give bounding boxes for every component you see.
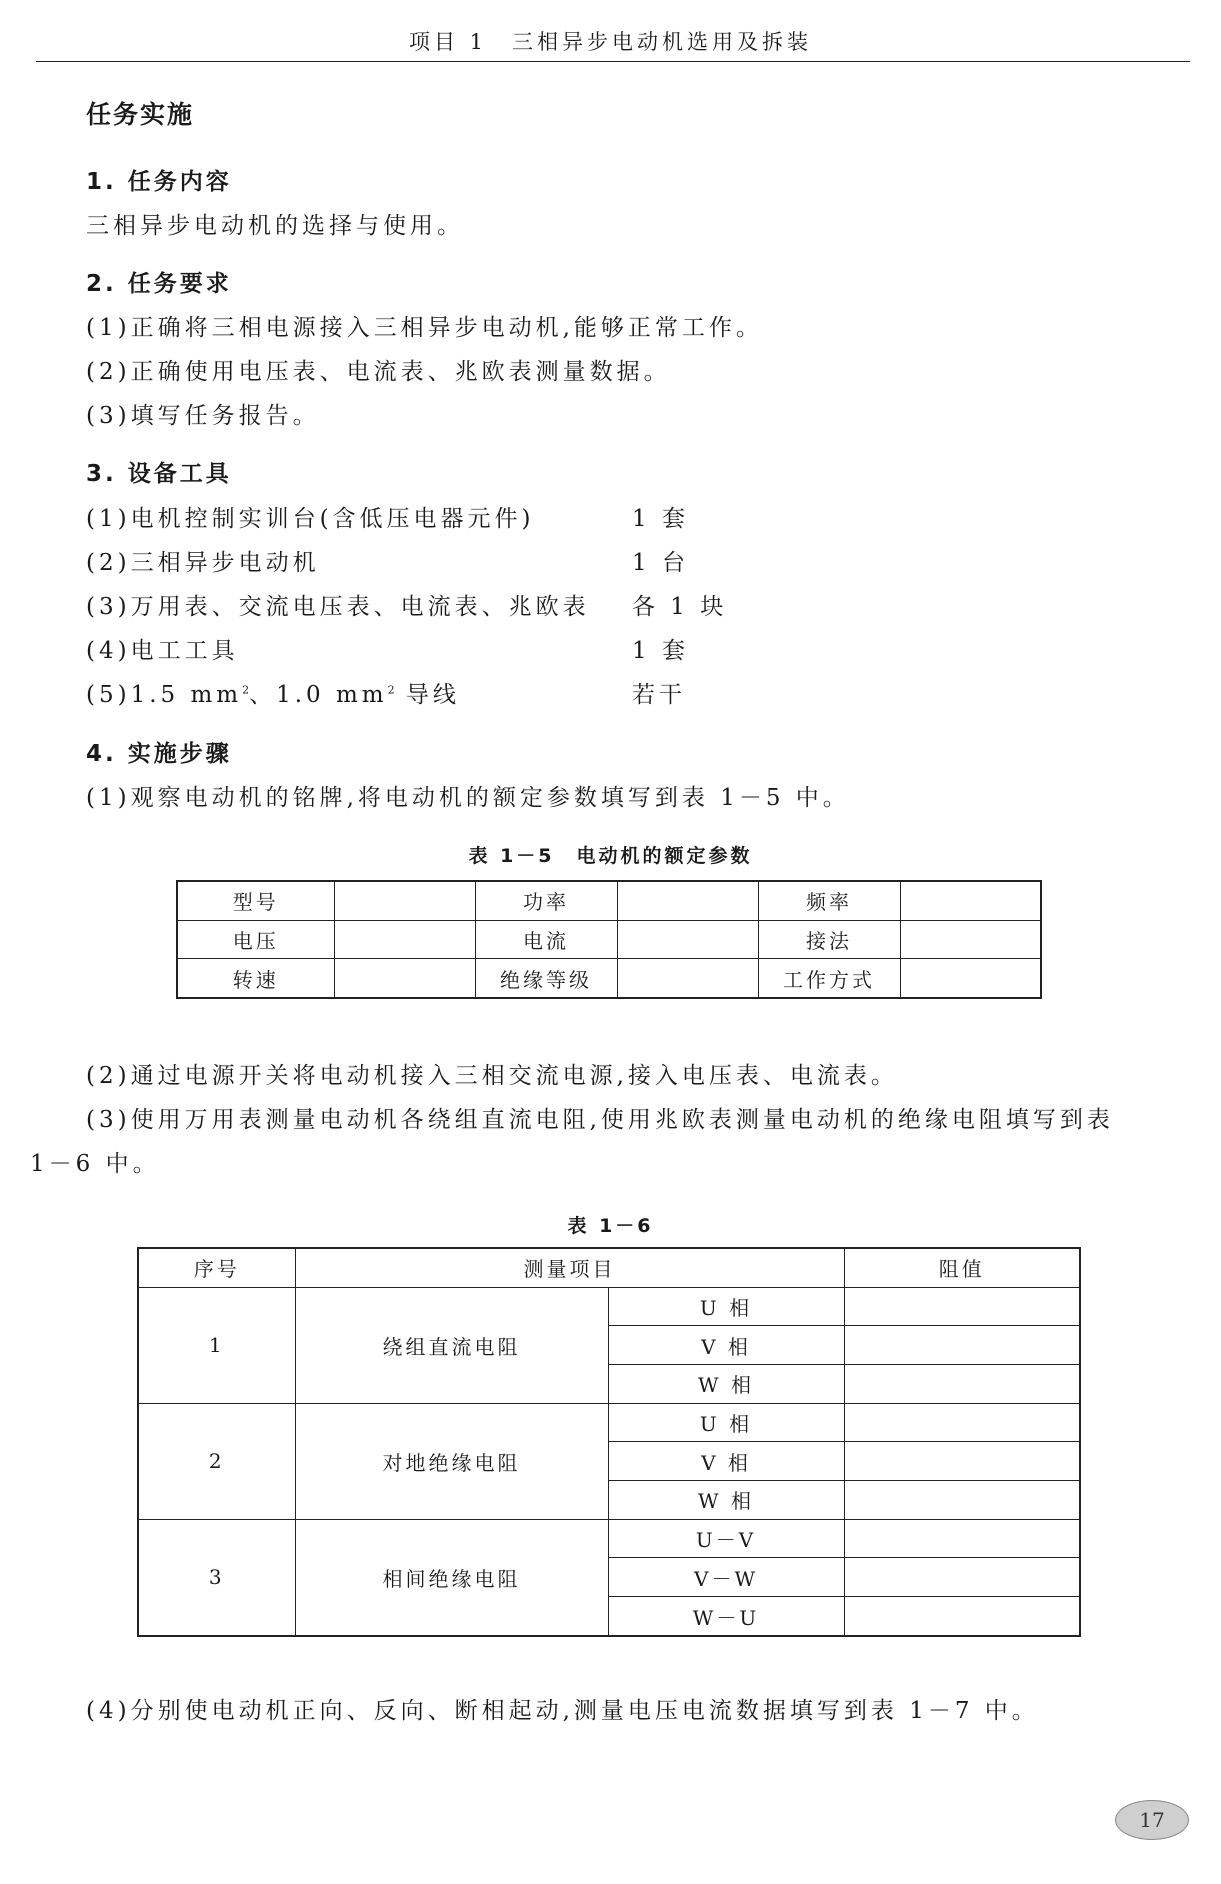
task-content-text: 三相异步电动机的选择与使用。 xyxy=(86,213,464,239)
requirement-item: (2)正确使用电压表、电流表、兆欧表测量数据。 xyxy=(86,359,671,385)
step-4: (4)分别使电动机正向、反向、断相起动,测量电压电流数据填写到表 1－7 中。 xyxy=(86,1698,1039,1724)
equipment-qty: 1 套 xyxy=(632,506,689,532)
equipment-heading: 3. 设备工具 xyxy=(86,461,232,487)
equipment-qty: 若干 xyxy=(632,682,686,708)
table-cell: 电流 xyxy=(475,920,617,959)
table-cell xyxy=(617,881,758,920)
table-cell xyxy=(334,881,475,920)
equipment-name-part: (5)1.5 mm xyxy=(86,682,243,708)
row-value xyxy=(844,1442,1080,1481)
header-value: 阻值 xyxy=(844,1248,1080,1287)
row-value xyxy=(844,1365,1080,1404)
table-row xyxy=(138,1403,1080,1442)
row-sub: V 相 xyxy=(608,1442,844,1481)
step-2: (2)通过电源开关将电动机接入三相交流电源,接入电压表、电流表。 xyxy=(86,1063,898,1089)
step-3-line-1: (3)使用万用表测量电动机各绕组直流电阻,使用兆欧表测量电动机的绝缘电阻填写到表 xyxy=(86,1107,1114,1133)
table-cell: 型号 xyxy=(177,881,334,920)
table-1-5-caption: 表 1－5 电动机的额定参数 xyxy=(468,845,753,867)
table-cell xyxy=(900,959,1041,998)
table-1-6-caption: 表 1－6 xyxy=(567,1215,654,1237)
row-sub: U 相 xyxy=(608,1403,844,1442)
table-cell: 转速 xyxy=(177,959,334,998)
equipment-name-part: 导线 xyxy=(394,682,460,708)
row-sub: W－U xyxy=(608,1597,844,1636)
task-content-heading: 1. 任务内容 xyxy=(86,169,232,195)
row-no: 1 xyxy=(138,1287,295,1403)
table-row xyxy=(138,1287,1080,1326)
row-value xyxy=(844,1597,1080,1636)
row-no: 3 xyxy=(138,1519,295,1636)
section-title: 任务实施 xyxy=(86,100,195,129)
table-cell xyxy=(334,959,475,998)
table-cell xyxy=(617,920,758,959)
table-cell: 电压 xyxy=(177,920,334,959)
table-cell xyxy=(617,959,758,998)
table-row xyxy=(138,1519,1080,1558)
row-item: 绕组直流电阻 xyxy=(295,1287,608,1403)
equipment-qty: 各 1 块 xyxy=(632,594,728,620)
page-number: 17 xyxy=(1115,1800,1189,1840)
row-value xyxy=(844,1519,1080,1558)
header-no: 序号 xyxy=(138,1248,295,1287)
superscript: 2 xyxy=(387,683,395,697)
table-row xyxy=(177,959,1041,998)
row-sub: W 相 xyxy=(608,1481,844,1520)
row-value xyxy=(844,1326,1080,1365)
table-cell: 功率 xyxy=(475,881,617,920)
row-value xyxy=(844,1287,1080,1326)
table-cell: 接法 xyxy=(758,920,900,959)
row-sub: V－W xyxy=(608,1558,844,1597)
equipment-name-part: 、1.0 mm xyxy=(249,682,388,708)
table-cell xyxy=(900,881,1041,920)
equipment-name: (1)电机控制实训台(含低压电器元件) xyxy=(86,506,535,532)
header-item: 测量项目 xyxy=(295,1248,844,1287)
row-value xyxy=(844,1558,1080,1597)
table-cell xyxy=(900,920,1041,959)
row-value xyxy=(844,1481,1080,1520)
table-cell: 绝缘等级 xyxy=(475,959,617,998)
table-cell: 频率 xyxy=(758,881,900,920)
row-sub: V 相 xyxy=(608,1326,844,1365)
row-item: 相间绝缘电阻 xyxy=(295,1519,608,1636)
resistance-table xyxy=(137,1247,1081,1637)
step-3-line-2: 1－6 中。 xyxy=(30,1151,160,1177)
row-sub: W 相 xyxy=(608,1365,844,1404)
equipment-qty: 1 台 xyxy=(632,550,689,576)
row-item: 对地绝缘电阻 xyxy=(295,1403,608,1519)
running-header: 项目 1 三相异步电动机选用及拆装 xyxy=(408,30,813,54)
step-1: (1)观察电动机的铭牌,将电动机的额定参数填写到表 1－5 中。 xyxy=(86,785,850,811)
row-sub: U－V xyxy=(608,1519,844,1558)
table-cell xyxy=(334,920,475,959)
equipment-name: (3)万用表、交流电压表、电流表、兆欧表 xyxy=(86,594,590,620)
equipment-qty: 1 套 xyxy=(632,638,689,664)
row-sub: U 相 xyxy=(608,1287,844,1326)
equipment-name: (2)三相异步电动机 xyxy=(86,550,320,576)
row-no: 2 xyxy=(138,1403,295,1519)
header-rule xyxy=(36,61,1190,62)
equipment-name xyxy=(86,676,460,709)
superscript: 2 xyxy=(242,683,250,697)
table-header-row xyxy=(138,1248,1080,1287)
requirement-item: (1)正确将三相电源接入三相异步电动机,能够正常工作。 xyxy=(86,315,763,341)
rated-parameters-table xyxy=(176,880,1042,999)
steps-heading: 4. 实施步骤 xyxy=(86,741,232,767)
table-cell: 工作方式 xyxy=(758,959,900,998)
requirement-item: (3)填写任务报告。 xyxy=(86,403,320,429)
table-row xyxy=(177,920,1041,959)
task-requirements-heading: 2. 任务要求 xyxy=(86,271,232,297)
table-row xyxy=(177,881,1041,920)
row-value xyxy=(844,1403,1080,1442)
equipment-name: (4)电工工具 xyxy=(86,638,239,664)
